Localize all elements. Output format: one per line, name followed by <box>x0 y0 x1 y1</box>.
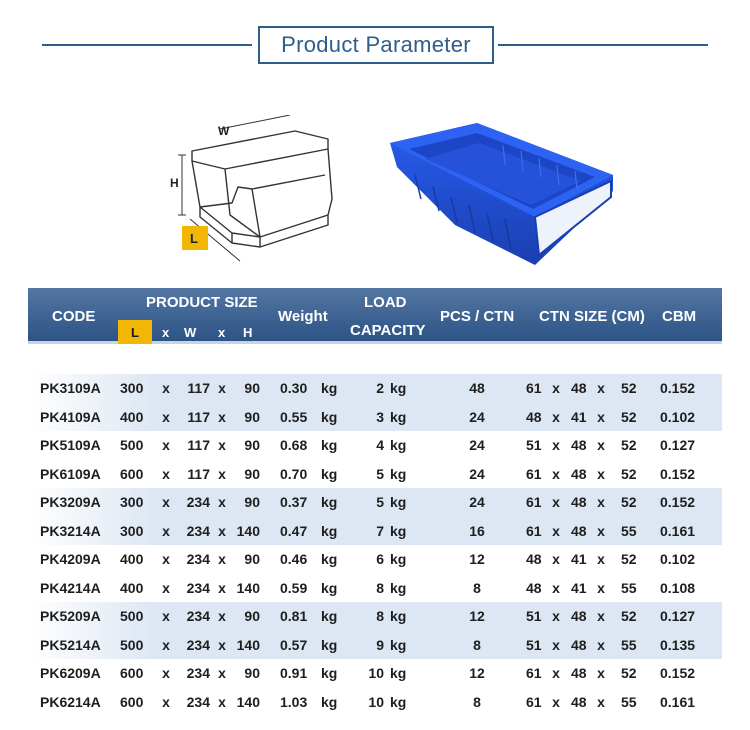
dimension-separator: x <box>552 608 560 624</box>
cell-pcs: 48 <box>469 380 485 396</box>
cell-pcs: 12 <box>469 665 485 681</box>
dimension-separator: x <box>162 693 170 710</box>
cell-c2: 41 <box>571 551 587 567</box>
cell-c2: 41 <box>571 408 587 425</box>
cell-c1: 61 <box>526 465 542 482</box>
cell-weight: 1.03 <box>280 693 308 710</box>
dimension-separator: x <box>218 380 226 396</box>
dimension-separator: x <box>597 551 605 567</box>
dimension-separator: x <box>597 636 605 653</box>
cell-h: 90 <box>244 437 260 453</box>
dimension-separator: x <box>162 465 170 482</box>
dimension-separator: x <box>552 636 560 653</box>
cell-w: 234 <box>186 693 210 710</box>
cell-l: 600 <box>120 693 144 710</box>
cell-c3: 52 <box>621 408 637 425</box>
cell-pcs: 24 <box>469 437 485 453</box>
cell-c1: 48 <box>526 551 542 567</box>
table-row <box>28 574 722 603</box>
cell-code: PK5109A <box>40 437 101 453</box>
cell-h: 140 <box>236 693 260 710</box>
table-row <box>28 488 722 517</box>
cell-load: 10 <box>368 693 384 710</box>
cell-code: PK4214A <box>40 579 101 596</box>
dimension-separator: x <box>218 579 226 596</box>
dimension-separator: x <box>597 693 605 710</box>
dimension-separator: x <box>162 551 170 567</box>
cell-c3: 55 <box>621 579 637 596</box>
cell-wu: kg <box>321 665 338 681</box>
table-row <box>28 517 722 546</box>
dimension-separator: x <box>218 465 226 482</box>
cell-c2: 48 <box>571 465 587 482</box>
cell-cbm: 0.152 <box>660 494 696 510</box>
cell-code: PK6209A <box>40 665 101 681</box>
cell-weight: 0.81 <box>280 608 308 624</box>
cell-pcs: 24 <box>469 465 485 482</box>
dimension-separator: x <box>597 437 605 453</box>
cell-cbm: 0.152 <box>660 380 696 396</box>
cell-c3: 55 <box>621 693 637 710</box>
cell-c2: 48 <box>571 665 587 681</box>
cell-c3: 52 <box>621 551 637 567</box>
header-x2: x <box>218 325 226 340</box>
cell-lu: kg <box>390 608 407 624</box>
cell-load: 6 <box>376 551 384 567</box>
cell-c3: 52 <box>621 465 637 482</box>
cell-code: PK4109A <box>40 408 101 425</box>
cell-w: 234 <box>186 551 210 567</box>
dimension-separator: x <box>218 522 226 539</box>
cell-h: 90 <box>244 608 260 624</box>
cell-l: 500 <box>120 437 144 453</box>
cell-load: 9 <box>376 636 384 653</box>
cell-h: 140 <box>236 579 260 596</box>
dimension-separator: x <box>162 494 170 510</box>
cell-l: 600 <box>120 665 144 681</box>
cell-code: PK3214A <box>40 522 101 539</box>
cell-l: 300 <box>120 522 144 539</box>
cell-c3: 55 <box>621 522 637 539</box>
dimension-separator: x <box>162 665 170 681</box>
cell-cbm: 0.127 <box>660 608 696 624</box>
cell-lu: kg <box>390 636 407 653</box>
cell-code: PK5209A <box>40 608 101 624</box>
cell-cbm: 0.102 <box>660 551 696 567</box>
table-row <box>28 374 722 403</box>
dimension-separator: x <box>552 494 560 510</box>
header-code: CODE <box>52 308 96 325</box>
cell-w: 234 <box>186 608 210 624</box>
cell-load: 5 <box>376 494 384 510</box>
cell-l: 400 <box>120 408 144 425</box>
cell-lu: kg <box>390 551 407 567</box>
header-pcs-ctn: PCS / CTN <box>440 308 515 325</box>
dimension-separator: x <box>597 522 605 539</box>
cell-cbm: 0.108 <box>660 579 696 596</box>
dimension-separator: x <box>552 665 560 681</box>
header-cbm: CBM <box>662 308 697 325</box>
dimension-separator: x <box>218 408 226 425</box>
cell-weight: 0.37 <box>280 494 308 510</box>
header-load-line2: CAPACITY <box>350 322 426 339</box>
cell-c1: 61 <box>526 693 542 710</box>
cell-weight: 0.55 <box>280 408 308 425</box>
cell-code: PK6214A <box>40 693 101 710</box>
diagram-w-label: W <box>218 124 230 138</box>
cell-load: 4 <box>376 437 384 453</box>
header-h: H <box>243 325 253 340</box>
cell-w: 234 <box>186 636 210 653</box>
dimension-separator: x <box>552 579 560 596</box>
cell-lu: kg <box>390 693 407 710</box>
cell-code: PK6109A <box>40 465 101 482</box>
table-body <box>28 374 722 716</box>
cell-wu: kg <box>321 380 338 396</box>
dimension-separator: x <box>218 665 226 681</box>
table-row <box>28 403 722 432</box>
dimension-separator: x <box>552 693 560 710</box>
page-title: Product Parameter <box>258 26 494 64</box>
cell-c1: 48 <box>526 579 542 596</box>
cell-weight: 0.91 <box>280 665 308 681</box>
cell-pcs: 12 <box>469 608 485 624</box>
cell-pcs: 8 <box>473 579 481 596</box>
dimension-separator: x <box>597 665 605 681</box>
cell-weight: 0.57 <box>280 636 308 653</box>
dimension-separator: x <box>162 380 170 396</box>
diagram-h-label: H <box>170 176 179 190</box>
dimension-separator: x <box>162 522 170 539</box>
cell-load: 8 <box>376 579 384 596</box>
cell-weight: 0.47 <box>280 522 308 539</box>
table-row <box>28 460 722 489</box>
cell-lu: kg <box>390 408 407 425</box>
cell-load: 8 <box>376 608 384 624</box>
dimension-separator: x <box>597 608 605 624</box>
cell-weight: 0.46 <box>280 551 308 567</box>
cell-cbm: 0.135 <box>660 636 696 653</box>
dimension-separator: x <box>162 437 170 453</box>
header-x1: x <box>162 325 170 340</box>
cell-w: 234 <box>186 579 210 596</box>
table-row <box>28 602 722 631</box>
title-banner <box>0 24 750 66</box>
cell-pcs: 24 <box>469 494 485 510</box>
cell-c2: 48 <box>571 608 587 624</box>
cell-pcs: 8 <box>473 693 481 710</box>
cell-l: 600 <box>120 465 144 482</box>
dimension-separator: x <box>162 608 170 624</box>
cell-wu: kg <box>321 408 338 425</box>
table-row <box>28 431 722 460</box>
cell-wu: kg <box>321 522 338 539</box>
cell-w: 117 <box>187 437 210 453</box>
cell-c3: 52 <box>621 608 637 624</box>
cell-lu: kg <box>390 437 407 453</box>
cell-lu: kg <box>390 494 407 510</box>
dimension-separator: x <box>552 522 560 539</box>
header-l-highlight: L <box>118 320 152 344</box>
cell-wu: kg <box>321 579 338 596</box>
cell-cbm: 0.152 <box>660 665 696 681</box>
cell-load: 2 <box>376 380 384 396</box>
cell-cbm: 0.161 <box>660 693 696 710</box>
cell-h: 140 <box>236 522 260 539</box>
header-product-size: PRODUCT SIZE <box>146 294 258 311</box>
cell-c3: 52 <box>621 380 637 396</box>
cell-c2: 48 <box>571 437 587 453</box>
cell-h: 90 <box>244 665 260 681</box>
cell-c3: 52 <box>621 437 637 453</box>
cell-l: 500 <box>120 608 144 624</box>
cell-load: 7 <box>376 522 384 539</box>
blue-shelf-bin-image <box>385 105 625 267</box>
dimension-separator: x <box>162 579 170 596</box>
cell-l: 300 <box>120 380 144 396</box>
cell-code: PK3209A <box>40 494 101 510</box>
cell-h: 90 <box>244 551 260 567</box>
cell-weight: 0.30 <box>280 380 308 396</box>
dimension-separator: x <box>597 579 605 596</box>
cell-c2: 48 <box>571 380 587 396</box>
dimension-separator: x <box>218 608 226 624</box>
cell-c3: 52 <box>621 494 637 510</box>
cell-l: 500 <box>120 636 144 653</box>
cell-load: 3 <box>376 408 384 425</box>
cell-wu: kg <box>321 465 338 482</box>
cell-w: 117 <box>187 408 210 425</box>
cell-h: 90 <box>244 408 260 425</box>
cell-c2: 48 <box>571 494 587 510</box>
cell-l: 300 <box>120 494 144 510</box>
cell-wu: kg <box>321 636 338 653</box>
cell-weight: 0.59 <box>280 579 308 596</box>
cell-w: 117 <box>187 465 210 482</box>
cell-c2: 48 <box>571 693 587 710</box>
cell-pcs: 12 <box>469 551 485 567</box>
dimension-separator: x <box>162 408 170 425</box>
table-row <box>28 659 722 688</box>
cell-c1: 51 <box>526 608 542 624</box>
cell-c1: 61 <box>526 665 542 681</box>
cell-h: 140 <box>236 636 260 653</box>
cell-weight: 0.70 <box>280 465 308 482</box>
table-header <box>28 288 722 344</box>
title-rule-right <box>498 44 708 46</box>
dimension-separator: x <box>218 636 226 653</box>
cell-weight: 0.68 <box>280 437 308 453</box>
cell-code: PK5214A <box>40 636 101 653</box>
cell-wu: kg <box>321 693 338 710</box>
cell-lu: kg <box>390 465 407 482</box>
header-weight: Weight <box>278 308 328 325</box>
cell-lu: kg <box>390 522 407 539</box>
cell-w: 234 <box>186 494 210 510</box>
cell-cbm: 0.102 <box>660 408 696 425</box>
cell-pcs: 24 <box>469 408 485 425</box>
dimension-separator: x <box>597 494 605 510</box>
dimension-separator: x <box>218 437 226 453</box>
dimension-separator: x <box>552 551 560 567</box>
bin-dimension-diagram <box>160 115 360 275</box>
dimension-separator: x <box>218 551 226 567</box>
dimension-separator: x <box>552 437 560 453</box>
cell-c1: 51 <box>526 636 542 653</box>
cell-c3: 55 <box>621 636 637 653</box>
cell-wu: kg <box>321 551 338 567</box>
cell-wu: kg <box>321 437 338 453</box>
cell-c1: 61 <box>526 522 542 539</box>
dimension-separator: x <box>552 408 560 425</box>
dimension-separator: x <box>218 693 226 710</box>
cell-cbm: 0.127 <box>660 437 696 453</box>
cell-c2: 48 <box>571 636 587 653</box>
diagram-l-label: L <box>190 231 198 246</box>
dimension-separator: x <box>218 494 226 510</box>
cell-l: 400 <box>120 579 144 596</box>
header-load-line1: LOAD <box>364 294 407 311</box>
table-row <box>28 545 722 574</box>
cell-load: 5 <box>376 465 384 482</box>
cell-l: 400 <box>120 551 144 567</box>
cell-lu: kg <box>390 579 407 596</box>
cell-lu: kg <box>390 665 407 681</box>
dimension-separator: x <box>552 380 560 396</box>
table-row <box>28 688 722 717</box>
cell-code: PK3109A <box>40 380 101 396</box>
cell-load: 10 <box>368 665 384 681</box>
header-w: W <box>184 325 197 340</box>
cell-c3: 52 <box>621 665 637 681</box>
table-row <box>28 631 722 660</box>
dimension-separator: x <box>162 636 170 653</box>
dimension-separator: x <box>597 380 605 396</box>
title-rule-left <box>42 44 252 46</box>
cell-c1: 51 <box>526 437 542 453</box>
cell-pcs: 16 <box>469 522 485 539</box>
dimension-separator: x <box>597 465 605 482</box>
cell-cbm: 0.161 <box>660 522 696 539</box>
cell-c2: 41 <box>571 579 587 596</box>
cell-h: 90 <box>244 465 260 482</box>
cell-w: 117 <box>187 380 210 396</box>
header-ctn-size: CTN SIZE (CM) <box>539 308 645 325</box>
cell-c1: 61 <box>526 494 542 510</box>
cell-c1: 61 <box>526 380 542 396</box>
dimension-separator: x <box>552 465 560 482</box>
cell-cbm: 0.152 <box>660 465 696 482</box>
cell-h: 90 <box>244 380 260 396</box>
cell-pcs: 8 <box>473 636 481 653</box>
cell-c2: 48 <box>571 522 587 539</box>
cell-c1: 48 <box>526 408 542 425</box>
dimension-separator: x <box>597 408 605 425</box>
cell-w: 234 <box>186 665 210 681</box>
cell-lu: kg <box>390 380 407 396</box>
cell-h: 90 <box>244 494 260 510</box>
cell-code: PK4209A <box>40 551 101 567</box>
cell-w: 234 <box>186 522 210 539</box>
cell-wu: kg <box>321 494 338 510</box>
cell-wu: kg <box>321 608 338 624</box>
